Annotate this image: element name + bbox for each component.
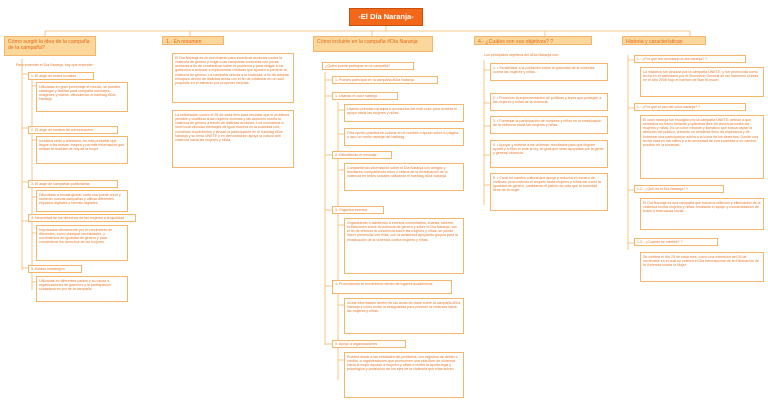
col2-para-1: El Día Naranja es un movimiento para incentivar acciones contra la violencia de género y exige a las campañas concretas con pocas acciones a fin de concientizar sobre el problema y para obligar a los gobiernos a avanzar e implementar medidas que ayuden a prevenir la violencia de género. La campaña vincula a la sociedad, a fin de adoptar enfoques dentro de distintas áreas con el fin de colaborar en un solo propósito en el esfuerzo por proponer mejoras. — [172, 53, 294, 103]
col3-item-3-text: Organizando o asistiendo a eventos comunitarios, charlas, talleres, exhibiciones sobre la violencia de género y sobre el Día Naranja, con el fin de reforzar la conciencia sobre las mujeres y niñas, se puede hacer presencial con ellas, con la asistencia apoyando grupos para la erradicación de la violencia contra mujeres y niñas. — [344, 218, 464, 274]
col3-item-2-text: Compartiendo información sobre el Día Naranja con amigos y familiares, compartiendo fotos o videos de la erradicación de la violencia en redes sociales utilizando el hashtag #Día Naranja. — [344, 163, 464, 191]
col5-header: Historia y características — [622, 36, 706, 45]
col1-item-3-label: 3. El auge de campañas publicitarias — [28, 180, 118, 188]
col1-item-5-label: 5. Estado estratégico — [28, 265, 82, 273]
col2-para-2: La celebración ocurre el 25 de cada mes para recordar que el problema persiste y visibilizar a las mujeres víctimas y las acciones contra la violencia de género a través de distintas acciones. Los voluntarios a nivel local vinculan mensajes de igual manera en la sociedad civil, coordinan movimientos y lanzan la participación en el hashtag #Día Naranja y su lema ÚNETE y en demostración apoya la cultura anti violencia hacia las mujeres y niñas. — [172, 110, 294, 168]
col1-item-5-text: Utilizadas en diferentes países y su causa a organizaciones de gobierno y la participación ciudadana en pro de la campaña. — [36, 276, 128, 302]
col3-answer: 1. Puedes participar en la campaña #Día Naranja — [332, 76, 438, 84]
col5-answer-1: La iniciativa fue lanzada por la campaña ÚNETE, y fue promovida como fecha en el calendario por el Secretario General de las Naciones Unidas, en el año 2008 bajo el nombre de Ban Ki-moon. — [640, 67, 764, 97]
col1-item-3-text: Difundidas a escala global, cada una puede crear y sostener nuevas campañas y utilizar diferentes espacios digitales y formato digitales. — [36, 190, 128, 212]
col3-item-1-label: 1. Usando el color naranja — [332, 92, 398, 100]
col3-item-4-text: Incluir información dentro de las aulas de clase sobre la campaña #Día Naranja y cómo evitar la desigualdad para prevenir la violencia hacia las mujeres y niñas. — [344, 298, 464, 334]
col1-item-2-label: 2. El auge de medios de comunicación — [28, 126, 118, 134]
col4-objective-2: 2. • Promover la implementación de políticas y leyes que protegen a las mujeres y niñas de la violencia. — [490, 93, 608, 111]
col1-item-4-text: Impulsados últimamente por el crecimiento de diferentes, como principal necesidades, y movimientos de igualdad de género y para concientizar los derechos de las mujeres. — [36, 225, 128, 261]
col5-question-4: 1.3.- ¿Cuándo se celebra? ? — [634, 238, 718, 246]
col3-item-1b-text: Otra opción práctica es colocar en el nombre o apodo sobre tu página o lazo un moño naranja del hashtag. — [344, 128, 464, 146]
col4-intro: Los principales objetivos del #Día Naranja son: — [484, 53, 559, 57]
col2-header: 1.- En resumen — [162, 36, 224, 45]
col1-item-4-label: 4. Necesidad de los derechos de las mujeres a la igualdad — [28, 214, 136, 222]
col4-objective-3: 3. • Fomentar la participación de hombres y niños en la erradicación de la violencia hacia las mujeres y niñas. — [490, 116, 608, 134]
col3-item-3-label: 3. Organiza eventos — [332, 206, 384, 214]
col5-answer-2: El color naranja fue escogido por la campaña ÚNETE, debido a que simboliza un futuro brillante y optimista libre de violencia contra las mujeres y niñas. Es un color vibrante y llamativo que busca captar la atención del público, creando un ambiente lleno de esperanza y de fomentar una participación activa a la lucha de los derechos. Donde una fecha vista en las calles y a la necesidad de una sociedad a un cambio positivo en la sociedad. — [640, 115, 764, 179]
col4-objective-4: 4. • Apoyar y motivar a las víctimas: resultados para que lleguen ayuda y a ellos el ante la ley, al igual que sean apoyadas por la gente y general violencia. — [490, 140, 608, 168]
col1-item-1-label: 1. El auge de redes sociales — [28, 72, 94, 80]
col5-question-2: 1.- ¿Por qué el uso del color naranja? ? — [634, 103, 746, 111]
col5-question-1: 1.- ¿Por qué fue necesario el día naranja? ? — [634, 55, 746, 63]
col3-item-4-label: 4. Promoviendo el movimiento dentro de lugares académicos — [332, 280, 452, 294]
col3-item-1-text: Usando prendas naranjas o accesorios del este color para mostrar el apoyo hacia las mujeres y niñas. — [344, 104, 464, 122]
col1-item-1-text: Utilizadas en gran porcentaje el mundo, se pueden catalogar y facilitar para compartir mensajes, imágenes y videos, difundiendo el hashtag #Día Naranja. — [36, 82, 128, 112]
col5-answer-4: Se celebra el día 25 de cada mes, como una extensión del 25 de noviembre en el cual se celebra el Día Internacional de la Eliminación de la Violencia contra la Mujer. — [640, 252, 764, 282]
col5-answer-3: El Día Naranja es una campaña que busca la reflexión y eliminación de la violencia contra mujeres y niñas, mediante el apoyo y concientización de todos a esta causa social. — [640, 198, 764, 230]
col3-item-5-label: 5. Apoyo a organizaciones — [332, 340, 406, 348]
col3-item-5-text: Puedes donar a las entidades del problema, con registros de débito o crédito, o organizaciones que promueven una vida libre de violencia hacia la mujer ayudan a mujeres y niñas a recibir la ayuda legal y psicológica y protección de los ejes de la violencia que ellas sufren. — [344, 352, 464, 398]
main-title: -El Día Naranja- — [349, 8, 423, 26]
col3-header: Cómo incluirte en la campaña #Día Naranja — [313, 36, 433, 52]
col3-intro: ¿Quién puede participar en la campaña? — [322, 62, 414, 70]
col4-header: 4.- ¿Cuáles son sus objetivos? ? — [474, 36, 592, 45]
col1-header: Cómo surgió la idea de la campaña de la campaña? — [4, 36, 96, 56]
col3-item-2-label: 2. Difundiendo el mensaje — [332, 151, 392, 159]
col4-objective-5: 5. • Crear un cambio cultural que apoye y reduzca el número de víctimas, promoviendo el respeto hacia mujeres y niñas así como la igualdad de género, cambiando el patrón de vida que la sociedad tiene de la mujer. — [490, 173, 608, 211]
col4-objective-1: 1. • Sensibilizar a la población sobre la gravedad de la violencia contra las mujeres y niñas. — [490, 63, 608, 81]
col1-item-2-text: Incluidos radio y televisión, es más probable que llegue a las masas, mejora y permite información que relatan la realidad de hoy de la mujer. — [36, 136, 128, 164]
col5-question-3: 1.2.- ¿Qué es el Día Naranja? ? — [634, 185, 724, 193]
col1-intro: Para entender el Día Naranja, hay que entender: — [16, 63, 94, 67]
